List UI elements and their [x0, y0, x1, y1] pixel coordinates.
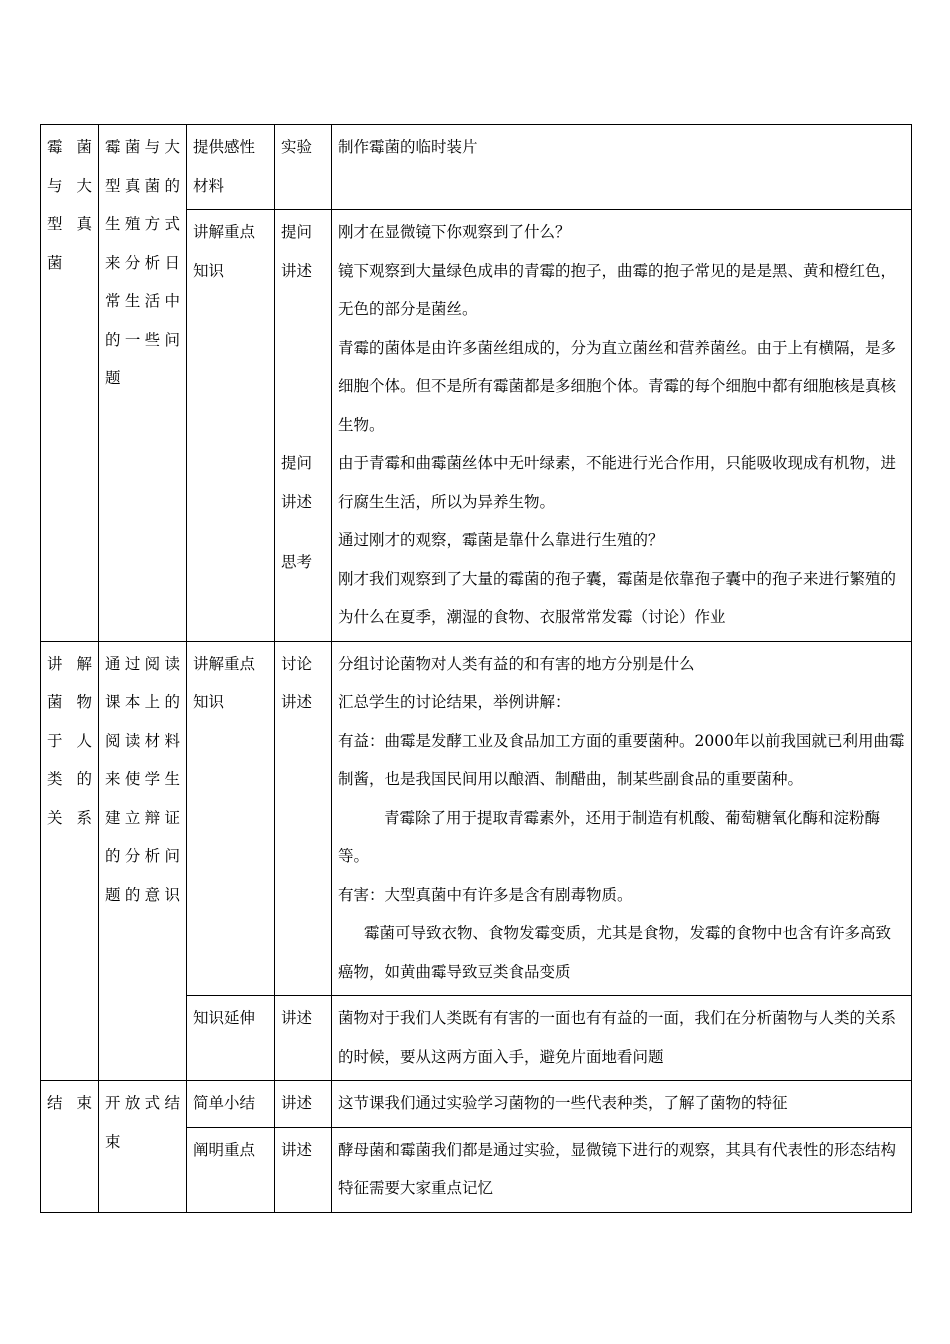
method-label: 讲述 — [281, 1094, 313, 1112]
method-label: 讲述 — [281, 1140, 313, 1159]
method-label: 提问 — [281, 223, 313, 241]
section-cell — [41, 125, 99, 642]
step-label: 简单小结 — [193, 1094, 256, 1112]
method-label: 讲述 — [281, 492, 313, 511]
content-paragraph: 通过刚才的观察，霉菌是靠什么靠进行生殖的？ — [338, 531, 664, 549]
method-label: 讲述 — [281, 693, 313, 711]
method-label: 讨论 — [281, 654, 313, 673]
content-paragraph: 菌物对于我们人类既有有害的一面也有有益的一面，我们在分析菌物与人类的关系的时候，要从这两方面入手，避免片面地看问题 — [338, 1009, 897, 1066]
method-cell — [275, 1081, 332, 1128]
step-label: 提供感性材料 — [193, 138, 256, 195]
content-cell — [332, 1127, 912, 1212]
step-cell — [187, 641, 275, 996]
content-paragraph: 由于青霉和曲霉菌丝体中无叶绿素，不能进行光合作用，只能吸收现成有机物，进行腐生生活，所以为异养生物。 — [338, 454, 897, 511]
table-row — [41, 641, 912, 996]
section-label: 霉菌与大型真菌 — [47, 138, 92, 272]
step-label: 讲解重点知识 — [193, 654, 256, 711]
table-row — [41, 1081, 912, 1128]
content-paragraph: 这节课我们通过实验学习菌物的一些代表种类，了解了菌物的特征 — [338, 1094, 788, 1112]
content-paragraph: 青霉除了用于提取青霉素外，还用于制造有机酸、葡萄糖氧化酶和淀粉酶等。 — [338, 808, 881, 865]
content-paragraph: 为什么在夏季，潮湿的食物、衣服常常发霉（讨论）作业 — [338, 608, 726, 626]
content-paragraph: 刚才我们观察到了大量的霉菌的孢子囊，霉菌是依靠孢子囊中的孢子来进行繁殖的 — [338, 569, 897, 588]
goal-cell — [99, 125, 187, 642]
step-cell — [187, 210, 275, 642]
goal-text: 通过阅读课本上的阅读材料来使学生建立辩证的分析问题的意识 — [105, 654, 180, 904]
content-cell — [332, 1081, 912, 1128]
content-paragraph: 汇总学生的讨论结果，举例讲解： — [338, 693, 571, 711]
lesson-plan-table — [40, 124, 912, 1213]
section-label: 结束 — [47, 1094, 92, 1112]
step-label: 讲解重点知识 — [193, 223, 256, 280]
method-label: 思考 — [281, 553, 313, 571]
content-cell — [332, 210, 912, 642]
content-cell — [332, 996, 912, 1081]
method-cell — [275, 1127, 332, 1212]
method-label: 实验 — [281, 138, 313, 156]
method-label: 讲述 — [281, 1009, 313, 1027]
method-cell — [275, 641, 332, 996]
step-label: 知识延伸 — [193, 1009, 256, 1027]
goal-cell — [99, 641, 187, 1081]
step-label: 阐明重点 — [193, 1140, 256, 1159]
content-paragraph: 刚才在显微镜下你观察到了什么？ — [338, 223, 571, 241]
step-cell — [187, 996, 275, 1081]
method-label: 讲述 — [281, 261, 313, 280]
content-cell — [332, 125, 912, 210]
table-row — [41, 125, 912, 210]
section-cell — [41, 641, 99, 1081]
goal-cell — [99, 1081, 187, 1213]
method-cell — [275, 996, 332, 1081]
content-paragraph: 青霉的菌体是由许多菌丝组成的，分为直立菌丝和营养菌丝。由于上有横隔，是多细胞个体。但不是所有霉菌都是多细胞个体。青霉的每个细胞中都有细胞核是真核生物。 — [338, 338, 897, 434]
content-paragraph: 有益：曲霉是发酵工业及食品加工方面的重要菌种。2000年以前我国就已利用曲霉制酱，也是我国民间用以酿酒、制醋曲，制某些副食品的重要菌种。 — [338, 731, 905, 788]
section-label: 讲解菌物于人类的关系 — [47, 654, 92, 827]
method-label: 提问 — [281, 454, 313, 472]
content-paragraph: 制作霉菌的临时装片 — [338, 138, 478, 156]
goal-text: 霉菌与大型真菌的生殖方式来分析日常生活中的一些问题 — [105, 138, 180, 387]
goal-text: 开放式结束 — [105, 1094, 180, 1151]
content-paragraph: 霉菌可导致衣物、食物发霉变质，尤其是食物，发霉的食物中也含有许多高致癌物，如黄曲霉导致豆类食品变质 — [338, 924, 892, 981]
content-cell — [332, 641, 912, 996]
step-cell — [187, 1081, 275, 1128]
method-cell — [275, 125, 332, 210]
content-paragraph: 有害：大型真菌中有许多是含有剧毒物质。 — [338, 885, 633, 904]
content-paragraph: 镜下观察到大量绿色成串的青霉的抱子，曲霉的抱子常见的是是黑、黄和橙红色，无色的部分是菌丝。 — [338, 261, 897, 318]
content-paragraph: 酵母菌和霉菌我们都是通过实验，显微镜下进行的观察，其具有代表性的形态结构特征需要大家重点记忆 — [338, 1140, 897, 1197]
content-paragraph: 分组讨论菌物对人类有益的和有害的地方分别是什么 — [338, 654, 695, 673]
section-cell — [41, 1081, 99, 1213]
step-cell — [187, 125, 275, 210]
method-cell — [275, 210, 332, 642]
step-cell — [187, 1127, 275, 1212]
